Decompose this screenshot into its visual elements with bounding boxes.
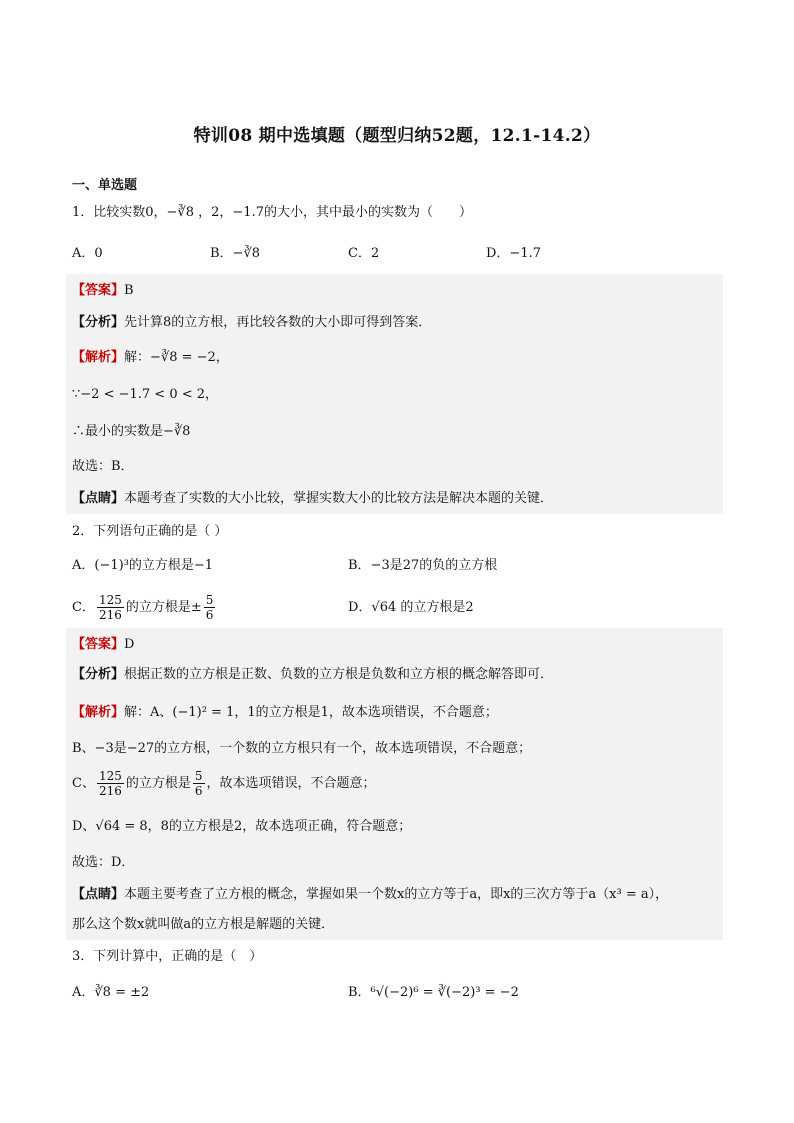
q2-stem: 2．下列语句正确的是（ ） [72, 524, 228, 539]
q1-option-a: A．0 [72, 246, 103, 261]
q2-answer: D [124, 637, 135, 652]
q1-solution-line-3: ∴最小的实数是−∛8 [72, 424, 191, 439]
q2-option-b: B．−3是27的负的立方根 [348, 558, 498, 573]
q3-option-a: A．∛8 = ±2 [72, 985, 150, 1000]
q2-solution-line-1 [72, 704, 498, 722]
q2-option-d: D．√64 的立方根是2 [348, 600, 474, 615]
q1-analysis: 先计算8的立方根，再比较各数的大小即可得到答案． [124, 315, 432, 330]
fraction: $\frac{5}{6}$ [194, 769, 203, 798]
q2-answer-line [72, 636, 134, 654]
q1-solution-line-2: ∵−2 < −1.7 < 0 < 2， [72, 387, 219, 402]
q1-solution-line-1 [72, 349, 229, 367]
q2-solution-1: 解：A、(−1)² = 1，1的立方根是1，故本选项错误，不合题意； [124, 705, 498, 720]
q2-solution-line-4: D、√64 = 8，8的立方根是2，故本选项正确，符合题意； [72, 819, 412, 834]
analysis-tag: 【分析】 [72, 315, 125, 330]
q2-solution-line-3: C、 $\frac{125}{216}$ 的立方根是 $\frac{5}{6}$ ，故本选项错误，不合题意； [72, 769, 376, 798]
fraction: $\frac{5}{6}$ [205, 593, 214, 622]
q2-option-c: C． $\frac{125}{216}$ 的立方根是± $\frac{5}{6}$ [72, 593, 214, 622]
q1-solution-box [66, 274, 723, 514]
fraction: $\frac{125}{216}$ [98, 769, 122, 798]
section-heading: 一、单选题 [72, 178, 138, 193]
q2-comment-line-2: 那么这个数x就叫做a的立方根是解题的关键． [72, 917, 335, 932]
analysis-tag: 【分析】 [72, 667, 125, 682]
fraction: $\frac{125}{216}$ [98, 593, 122, 622]
q2-option-a: A．(−1)³的立方根是−1 [72, 558, 214, 573]
q1-comment-line [72, 490, 553, 508]
q1-answer-line [72, 282, 134, 300]
q2-analysis: 根据正数的立方根是正数、负数的立方根是负数和立方根的概念解答即可． [124, 667, 554, 682]
q1-solution-1: 解：−∛8 = −2， [124, 350, 229, 365]
answer-tag: 【答案】 [72, 283, 125, 298]
comment-tag: 【点睛】 [72, 491, 125, 506]
q1-option-d: D．−1.7 [486, 246, 541, 261]
comment-tag: 【点睛】 [72, 887, 125, 902]
q1-option-b: B．−∛8 [210, 246, 261, 261]
solution-tag: 【解析】 [72, 705, 125, 720]
q1-stem: 1．比较实数0，−∛8 ，2，−1.7的大小，其中最小的实数为（ ） [72, 205, 472, 220]
q1-solution-line-4: 故选：B． [72, 459, 134, 474]
q1-comment: 本题考查了实数的大小比较，掌握实数大小的比较方法是解决本题的关键． [124, 491, 554, 506]
q3-option-b: B．⁶√(−2)⁶ = ∛(−2)³ = −2 [348, 985, 519, 1000]
q2-comment-1: 本题主要考查了立方根的概念，掌握如果一个数x的立方等于a，即x的三次方等于a（x³ = a）， [124, 887, 669, 902]
q2-solution-box [66, 628, 723, 940]
q1-option-c: C．2 [348, 246, 380, 261]
q2-solution-line-2: B、−3是−27的立方根，一个数的立方根只有一个，故本选项错误，不合题意； [72, 741, 532, 756]
q2-analysis-line [72, 666, 553, 684]
q3-stem: 3．下列计算中，正确的是（ ） [72, 949, 263, 964]
q2-solution-line-5: 故选：D． [72, 855, 135, 870]
q1-answer: B [124, 283, 134, 298]
q2-comment-line-1 [72, 886, 668, 904]
q1-analysis-line [72, 314, 431, 332]
solution-tag: 【解析】 [72, 350, 125, 365]
page-title: 特训08 期中选填题（题型归纳52题，12.1-14.2） [193, 126, 601, 146]
answer-tag: 【答案】 [72, 637, 125, 652]
